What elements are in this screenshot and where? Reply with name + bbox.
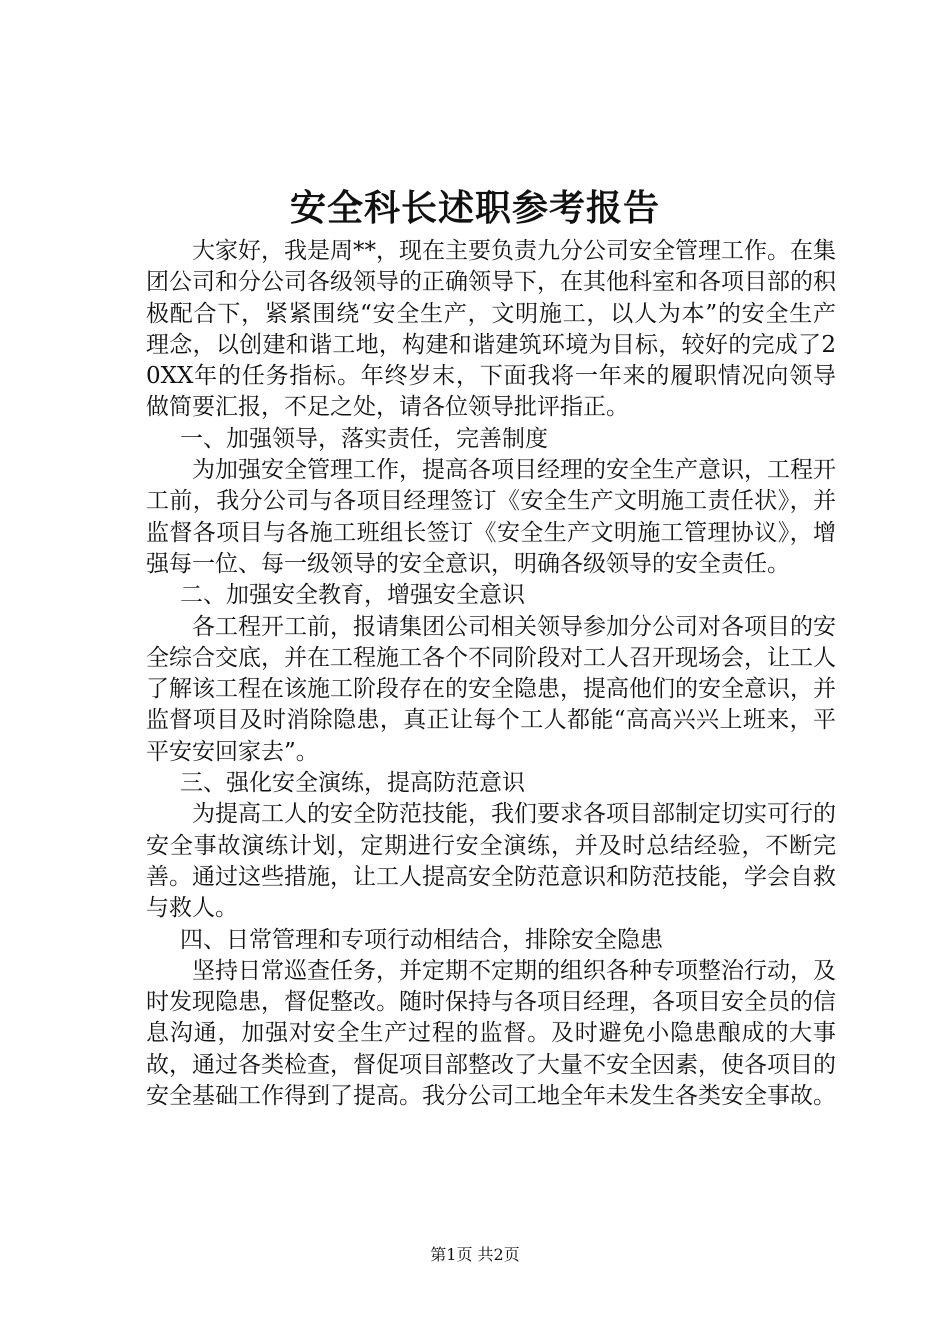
document-title: 安全科长述职参考报告: [289, 187, 660, 229]
page-footer: 第1页 共2页: [430, 1245, 520, 1264]
intro-paragraph: 大家好，我是周**，现在主要负责九分公司安全管理工作。在集团公司和分公司各级领导的正确领导下，在其他科室和各项目部的积极配合下，紧紧围绕“安全生产，文明施工，以人为本”的安全生产理念，以创建和谐工地，构建和谐建筑环境为目标，较好的完成了20XX年的任务指标。年终岁末，下面我将一年来的履职情况向领导做简要汇报，不足之处，请各位领导批评指正。: [146, 238, 836, 421]
section-heading-1: 一、加强领导，落实责任，完善制度: [180, 425, 548, 452]
document-body: [146, 236, 836, 1112]
section-body-4: 坚持日常巡查任务，并定期不定期的组织各种专项整治行动，及时发现隐患，督促整改。随时保持与各项目经理，各项目安全员的信息沟通，加强对安全生产过程的监督。及时避免小隐患酿成的大事故，通过各类检查，督促项目部整改了大量不安全因素，使各项目的安全基础工作得到了提高。我分公司工地全年未发生各类安全事故。: [146, 957, 836, 1110]
section-heading-4: 四、日常管理和专项行动相结合，排除安全隐患: [180, 926, 663, 953]
section-body-2: 各工程开工前，报请集团公司相关领导参加分公司对各项目的安全综合交底，并在工程施工各个不同阶段对工人召开现场会，让工人了解该工程在该施工阶段存在的安全隐患，提高他们的安全意识，并监督项目及时消除隐患，真正让每个工人都能“高高兴兴上班来，平平安安回家去”。: [146, 613, 836, 765]
section-heading-3: 三、强化安全演练，提高防范意识: [180, 770, 525, 797]
section-body-1: 为加强安全管理工作，提高各项目经理的安全生产意识，工程开工前，我分公司与各项目经理签订《安全生产文明施工责任状》，并监督各项目与各施工班组长签订《安全生产文明施工管理协议》，增强每一位、每一级领导的安全意识，明确各级领导的安全责任。: [146, 457, 836, 577]
section-heading-2: 二、加强安全教育，增强安全意识: [180, 582, 525, 609]
section-body-3: 为提高工人的安全防范技能，我们要求各项目部制定切实可行的安全事故演练计划，定期进行安全演练，并及时总结经验，不断完善。通过这些措施，让工人提高安全防范意识和防范技能，学会自救与救人。: [146, 801, 836, 922]
